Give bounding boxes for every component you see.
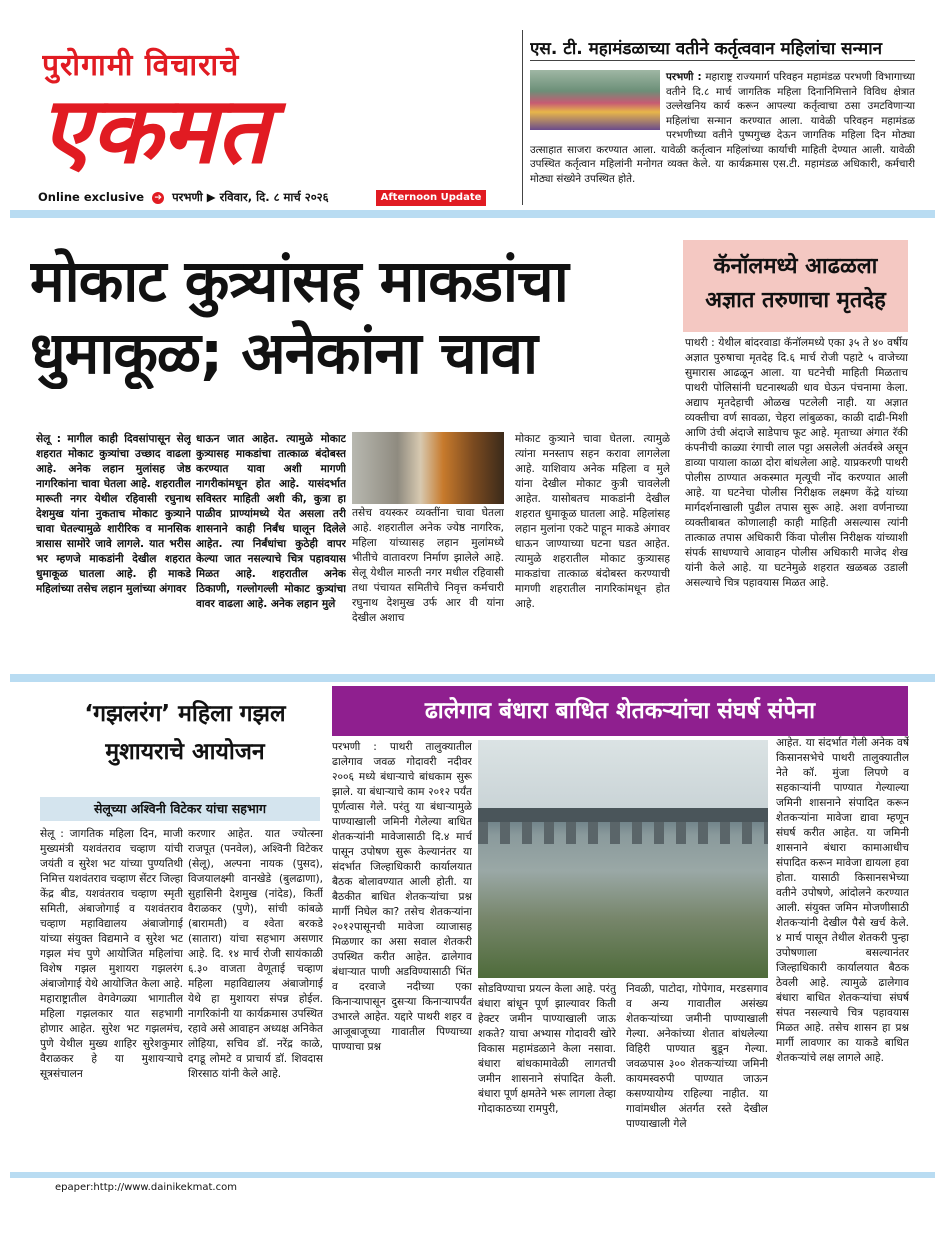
masthead-name: एकमत — [40, 80, 269, 184]
afternoon-badge: Afternoon Update — [376, 190, 486, 206]
online-label: Online exclusive — [38, 190, 145, 204]
main-story-col1: सेलू : मागील काही दिवसांपासून सेलू शहरात मोकाट कुत्र्यांचा उच्छाद वाढला आहे. अनेक लहान मुलांसह जेष्ठ नागरिकांना चावा घेतला आहे. शहरातील मारूती नगर येथील रहिवासी रघुनाथ देशमुख यांना नुकताच मोकाट कुत्र्याने चावा घेतल्यामुळे शारीरिक व मानसिक त्रासास सामोरे जावे लागले. यात भरीस भर म्हणजे माकडांनी देखील शहरात धुमाकूळ घातला आहे. ही माकडे महिलांच्या तसेच लहान मुलांच्या अंगावर — [36, 433, 191, 595]
top-rule — [10, 210, 935, 218]
bottom-rule — [10, 1172, 935, 1178]
canal-story-body: पाथरी : येथील बांदरवाडा कॅनॉलमध्ये एका ३५ ते ४० वर्षीय अज्ञात पुरुषाचा मृतदेह दि.६ मार्च रोजी पहाटे ५ वाजेच्या सुमारास आढळून आला. या घटनेची माहिती मिळताच पाथरी पोलिसांनी घटनास्थळी धाव घेऊन पंचनामा केला. अद्याप मृतदेहाची ओळख पटलेली नाही. या अज्ञात व्यक्तीचा वर्ण सावळा, चेहरा लांबुळका, काळी दाढी-मिशी आणि उंची अंदाजे साडेपाच फूट आहे. मृताच्या अंगात रॅकी कंपनीची काळ्या रंगाची लाल पट्टा असलेली अंतर्वस्त्रे असून डाव्या पायाला काळा दोरा बांधलेला आहे. याप्रकरणी पाथरी पोलीस ठाण्यात अकस्मात मृत्यूची नोंद करण्यात आली आहे. या घटनेचा पोलीस निरीक्षक लक्ष्मण केंद्रे यांच्या मार्गदर्शनाखाली पुढील तपास सुरू आहे. अशा वर्णनाच्या व्यक्तीबाबत कोणालाही काही माहिती असल्यास त्यांनी तात्काळ तपास अधिकारी किंवा पोलीस निरीक्षक यांच्याशी संपर्क साधण्याचे आवाहन पोलीस अधिकारी माजेद शेख यांनी केले आहे. या घटनेमुळे शहरात खळबळ उडाली असल्याचे चित्र पहावयास मिळत आहे. — [685, 337, 908, 589]
dam-story-col2: सोडविण्याचा प्रयत्न केला आहे. परंतु बंधारा बांधून पूर्ण झाल्यावर किती हेक्टर जमीन पाण्याखाली जाऊ शकते? याचा अभ्यास गोदावरी खोरे विकास महामंडळाने केला नसावा. बंधारा बांधकामावेळी लागतची जमीन शासनाने संपादित केली. बंधारा पूर्ण क्षमतेने भरू लागला तेव्हा गोदाकाठच्या रामपुरी, — [478, 983, 616, 1115]
dam-story-col4: आहेत. या संदर्भात गेली अनेक वर्षे किसानसभेचे पाथरी तालुक्यातील नेते कॉ. मुंजा लिपणे व सहकाऱ्यांनी पाण्यात गेल्याल्या जमिनी शासनाने संपादित करून शेतकऱ्यांना मावेजा द्यावा म्हणून संघर्ष करीत आहेत. या जमिनी शासनाने बंधारा कामाआधीच संपादित करून मावेजा द्यायला हवा होता. यासाठी किसानसभेच्या वतीने उपोषणे, आंदोलने करण्यात आली. संयुक्त जमिन मोजणीसाठी शेतकऱ्यांनी देखील पैसे खर्च केले. ४ मार्च पासून तेथील शेतकरी पुन्हा उपोषणाला बसल्यानंतर जिल्हाधिकारी कार्यालयात बैठक ठेवली आहे. त्यामुळे ढालेगाव बंधारा बाधित शेतकऱ्यांचा संघर्ष संपत नसल्याचे चित्र पहावयास मिळत आहे. तसेच शासन हा प्रश्न मार्गी लावणार का याकडे बाधित शेतकऱ्यांचे लक्ष लागले आहे. — [776, 737, 909, 1064]
gazal-story-subtitle: सेलूच्या अश्विनी विटेकर यांचा सहभाग — [40, 797, 320, 821]
title-rule — [530, 60, 915, 61]
online-line — [38, 190, 329, 205]
canal-title-line2: अज्ञात तरुणाचा मृतदेह — [705, 288, 886, 313]
dam-bridge — [478, 808, 768, 822]
dogs-monkey-photo — [352, 432, 504, 504]
st-story-place: परभणी : — [666, 71, 702, 83]
main-headline-line1: मोकाट कुत्र्यांसह माकडांचा — [30, 247, 568, 315]
dam-story-title: ढालेगाव बंधारा बाधित शेतकऱ्यांचा संघर्ष संपेना — [332, 686, 908, 736]
gazal-story-col1: सेलू : जागतिक महिला दिन, माजी मुख्यमंत्री यशवंतराव चव्हाण यांची जयंती व सुरेश भट यांच्या पुण्यतिथी निमित्त यशवंतराव चव्हाण सेंटर जिल्हा केंद्र बीड, यशवंतराव चव्हाण स्मृती समिती, अंबाजोगाई व यशवंतराव चव्हाण महाविद्यालय अंबाजोगाई यांच्या संयुक्त विद्यमाने व सुरेश भट गझल मंच पुणे आयोजित महिलांचा विशेष गझल मुशायरा गझलरंग अंबाजोगाई येथे आयोजित केला आहे. महाराष्ट्रातील वेगवेगळ्या भागातील महिला गझलकार यात सहभागी होणार आहेत. सुरेश भट गझलमंच, पुणे येथील मुख्य शाहिर सुरेशकुमार वैराळकर हे या मुशायऱ्याचे सूत्रसंचालन — [40, 828, 183, 1080]
st-story-title: एस. टी. महामंडळाच्या वतीने कर्तृत्ववान महिलांचा सन्मान — [530, 39, 883, 59]
main-story-col4: मोकाट कुत्र्याने चावा घेतला. त्यामुळे त्यांना मनस्ताप सहन करावा लागलेला आहे. याशिवाय अनेक महिला व मुले यांना देखील मोकाट कुत्री चावलेली आहेत. यासोबतच माकडांनी देखील शहरात धुमाकूळ घातला आहे. महिलांसह लहान मुलांना एकटे पाहून माकडे अंगावर धाऊन जाण्याच्या घटना घडत आहेत. त्यामुळे शहरातील मोकाट कुत्र्यासह माकडांचा तात्काळ बंदोबस्त करण्याची मागणी शहरातील नागरिकांमधून होत आहे. — [515, 433, 670, 610]
main-story-col2: धाऊन जात आहेत. त्यामुळे मोकाट कुत्र्यासह माकडांचा तात्काळ बंदोबस्त करण्यात यावा अशी मागणी नागरीकांमधून होत आहे. यासंदर्भात सविस्तर माहिती अशी की, कुत्रा हा पाळीव प्राण्यांमध्ये येत असला तरी शासनाने काही निर्बंध घालून दिलेले आहेत. त्या निर्बंधांचा कुठेही वापर केल्या जात नसल्याचे चित्र पहावयास मिळत आहे. शहरातील अनेक ठिकाणी, गल्लोगल्ली मोकाट कुत्र्यांचा वावर वाढला आहे. अनेक लहान मुले — [196, 433, 346, 610]
column-divider — [522, 30, 523, 205]
epaper-link[interactable]: epaper:http://www.dainikekmat.com — [55, 1182, 237, 1193]
dateline: परभणी ▶ रविवार, दि. ८ मार्च २०२६ — [172, 190, 329, 204]
dam-story-col3: निवळी, पाटोदा, गोपेगाव, मरडसगाव व अन्य गावातील असंख्य शेतकऱ्यांच्या जमीनी पाण्याखाली गेल्या. अनेकांच्या शेतात बांधलेल्या विहिरी पाण्यात बुडून गेल्या. जवळपास ३०० शेतकऱ्यांच्या जमिनी कायमस्वरुपी पाण्यात जाऊन कसण्यायोग्य राहिल्या नाहीत. या गावांमधील अंतर्गत रस्ते देखील पाण्याखाली गेले — [626, 983, 768, 1130]
gazal-title-line2: मुशायराचे आयोजन — [105, 739, 265, 765]
canal-title-line1: कॅनॉलमध्ये आढळला — [713, 254, 878, 279]
arrow-right-circle-icon: ➔ — [152, 192, 164, 204]
women-group-photo — [530, 70, 660, 130]
dam-story-col1: परभणी : पाथरी तालुक्यातील ढालेगाव जवळ गोदावरी नदीवर २००६ मध्ये बंधाऱ्याचे बांधकाम सुरू झाले. या बंधाऱ्याचे काम २०१२ पर्यंत पूर्णत्वास गेले. परंतु या बंधाऱ्यामुळे पाण्याखाली जमिनी गेलेल्या बाधित शेतकऱ्यांनी मावेजासाठी दि.४ मार्च पासून उपोषण सुरू केल्यानंतर या संदर्भात जिल्हाधिकारी कार्यालयात बैठक बोलावण्यात आली होती. या बैठकीत बाधित शेतकऱ्यांचा प्रश्न मार्गी निघेल का? तसेच शेतकऱ्यांना २०१२पासूनची मावेजा व्याजासह मिळणार का असा सवाल शेतकरी उपस्थित करीत आहेत. ढालेगाव बंधाऱ्यात पाणी अडविण्यासाठी भिंत व दरवाजे नदीच्या एका किनाऱ्यापासून दुसऱ्या किनाऱ्यापर्यंत उभारले आहेत. यद्दारे पाथरी शहर व आजूबाजूच्या गावातील पिण्याच्या पाण्याचा प्रश्न — [332, 741, 472, 1053]
main-story-col3: तसेच वयस्कर व्यक्तींना चावा घेतला आहे. शहरातील अनेक ज्येष्ठ नागरिक, महिला यांच्यासह लहान मुलांमध्ये भीतीचे वातावरण निर्माण झालेले आहे. सेलू येथील मारुती नगर मधील रहिवासी तथा पंचायत समितीचे निवृत्त कर्मचारी रघुनाथ देशमुख उर्फ आर वी यांना देखील अशाच — [352, 507, 504, 624]
st-story-text: महाराष्ट्र राज्यमार्ग परिवहन महामंडळ परभणी विभागाच्या वतीने दि.८ मार्च जागतिक महिला दिनानिमित्ताने विविध क्षेत्रात उल्लेखनिय कार्य करून आपल्या कर्तृत्वाचा ठसा उमटविणाऱ्या महिलांचा सन्मान करण्यात आला. यावेळी परिवहन महामंडळ परभणीच्या वतीने पुष्पगुच्छ देऊन जागतिक महिला दिन मोठ्या उत्साहात साजरा करण्यात आला. यावेळी कर्तृत्वान महिलांच्या कार्याची माहिती देण्यात आली. यावेळी उपस्थित कर्तृत्वान महिलांनी मनोगत व्यक्त केले. या कार्यक्रमास एस.टी. महामंडळ अधिकारी, कर्मचारी मोठ्या संख्येने उपस्थित होते. — [530, 71, 915, 185]
dam-piers — [478, 822, 768, 844]
masthead-tagline: पुरोगामी विचाराचे — [42, 48, 240, 83]
middle-rule — [10, 674, 935, 682]
gazal-story-title — [40, 695, 330, 771]
gazal-title-line1: ‘गझलरंग’ महिला गझल — [84, 701, 286, 727]
main-headline — [30, 245, 680, 389]
dam-photo — [478, 740, 768, 978]
gazal-story-col2: करणार आहेत. यात ज्योत्स्ना राजपूत (पनवेल), अश्विनी विटेकर (सेलू), अल्पना नायक (पुसद), विजयालक्ष्मी वानखेडे (बुलढाणा), सुहासिनी देशमुख (नांदेड), किर्ती वैराळकर (पुणे), सांची कांबळे (बारामती) व श्वेता बरकडे (सातारा) यांचा सहभाग असणार आहे. दि. १४ मार्च रोजी सायंकाळी ६.३० वाजता वेणूताई चव्हाण महिला महाविद्यालय अंबाजोगाई येथे हा मुशायरा संपन्न होईल. नागरिकांनी या कार्यक्रमास उपस्थित रहावे असे आवाहन अध्यक्ष अनिकेत लोहिया, सचिव डॉ. नरेंद्र काळे, दगडू लोमटे व प्राचार्य डॉ. शिवदास शिरसाठ यांनी केले आहे. — [188, 828, 323, 1080]
main-headline-line2: धुमाकूळ; अनेकांना चावा — [30, 319, 537, 387]
canal-story-title — [683, 240, 908, 332]
st-story-body — [530, 70, 915, 202]
